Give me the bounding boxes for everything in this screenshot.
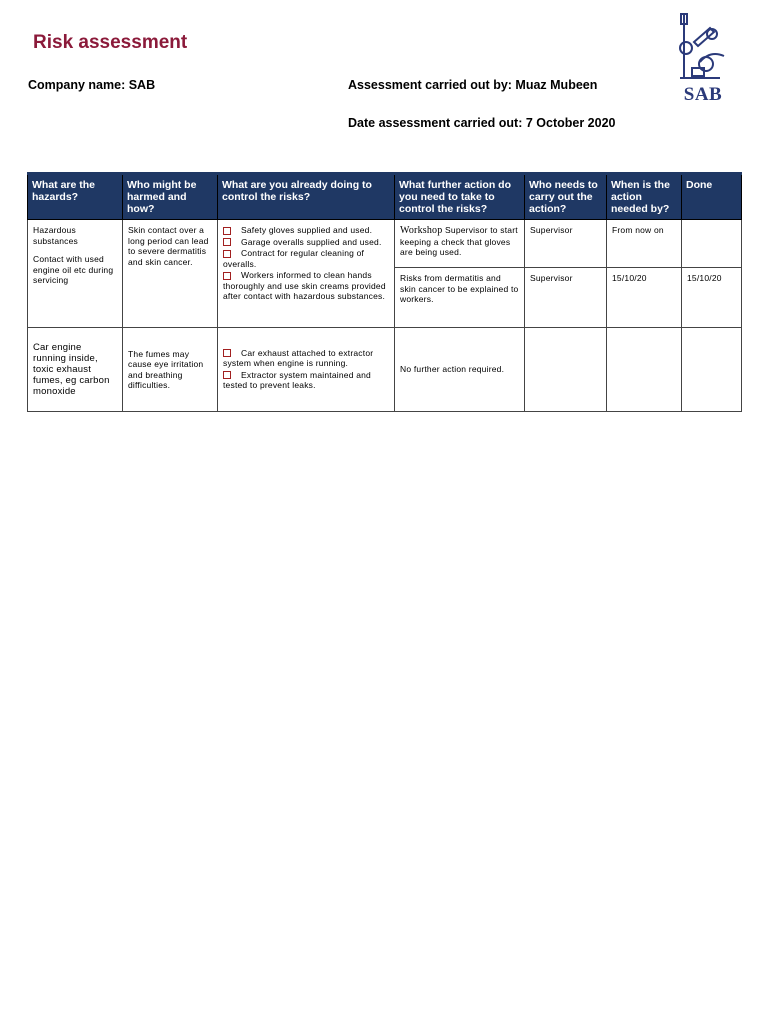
checkbox-icon <box>223 250 231 258</box>
controls-cell <box>218 328 395 412</box>
col-header-done: Done <box>682 174 742 220</box>
when-cell <box>607 328 682 412</box>
col-header-hazards: What are the hazards? <box>28 174 123 220</box>
control-item: Contract for regular cleaning of overalls. <box>223 248 365 269</box>
who-cell: Supervisor <box>525 268 607 328</box>
control-item: Extractor system maintained and tested to prevent leaks. <box>223 369 371 390</box>
assessment-date: Date assessment carried out: 7 October 2020 <box>348 116 616 130</box>
checkbox-icon <box>223 227 231 235</box>
hazard-cell <box>28 220 123 328</box>
checkbox-icon <box>223 371 231 379</box>
action-cell: Risks from dermatitis and skin cancer to be explained to workers. <box>395 268 525 328</box>
company-name: Company name: SAB <box>28 78 156 92</box>
logo-text: SAB <box>683 84 723 105</box>
action-cell: No further action required. <box>395 328 525 412</box>
checkbox-icon <box>223 349 231 357</box>
hazard-cell: Car engine running inside, toxic exhaust fumes, eg carbon monoxide <box>28 328 123 412</box>
col-header-when: When is the action needed by? <box>607 174 682 220</box>
who-cell: Supervisor <box>525 220 607 268</box>
harmed-cell: The fumes may cause eye irritation and breathing difficulties. <box>123 328 218 412</box>
done-cell: 15/10/20 <box>682 268 742 328</box>
checkbox-icon <box>223 272 231 280</box>
when-cell: From now on <box>607 220 682 268</box>
checkbox-icon <box>223 238 231 246</box>
control-item: Car exhaust attached to extractor system when engine is running. <box>223 347 374 368</box>
control-item: Safety gloves supplied and used. <box>223 225 389 236</box>
col-header-who: Who needs to carry out the action? <box>525 174 607 220</box>
page-title: Risk assessment <box>33 32 188 53</box>
risk-table <box>27 172 742 412</box>
assessor: Assessment carried out by: Muaz Mubeen <box>348 78 598 92</box>
table-row <box>28 328 742 412</box>
when-cell: 15/10/20 <box>607 268 682 328</box>
sab-logo <box>672 12 734 106</box>
done-cell <box>682 220 742 268</box>
table-row <box>28 220 742 268</box>
control-item: Garage overalls supplied and used. <box>223 237 389 248</box>
col-header-harmed: Who might be harmed and how? <box>123 174 218 220</box>
col-header-controls: What are you already doing to control the risks? <box>218 174 395 220</box>
col-header-further-action: What further action do you need to take to control the risks? <box>395 174 525 220</box>
who-cell <box>525 328 607 412</box>
action-text: Supervisor to start keeping a check that gloves are being used. <box>400 225 518 257</box>
hazard-detail: Contact with used engine oil etc during servicing <box>33 254 114 285</box>
controls-cell <box>218 220 395 328</box>
control-item: Workers informed to clean hands thoroughly and use skin creams provided after contact with hazardous substances. <box>223 270 386 301</box>
done-cell <box>682 328 742 412</box>
hazard-title: Hazardous substances <box>33 225 78 246</box>
action-prefix: Workshop <box>400 225 443 236</box>
harmed-cell: Skin contact over a long period can lead to severe dermatitis and skin cancer. <box>123 220 218 328</box>
tools-emblem-icon <box>672 12 734 84</box>
action-cell <box>395 220 525 268</box>
